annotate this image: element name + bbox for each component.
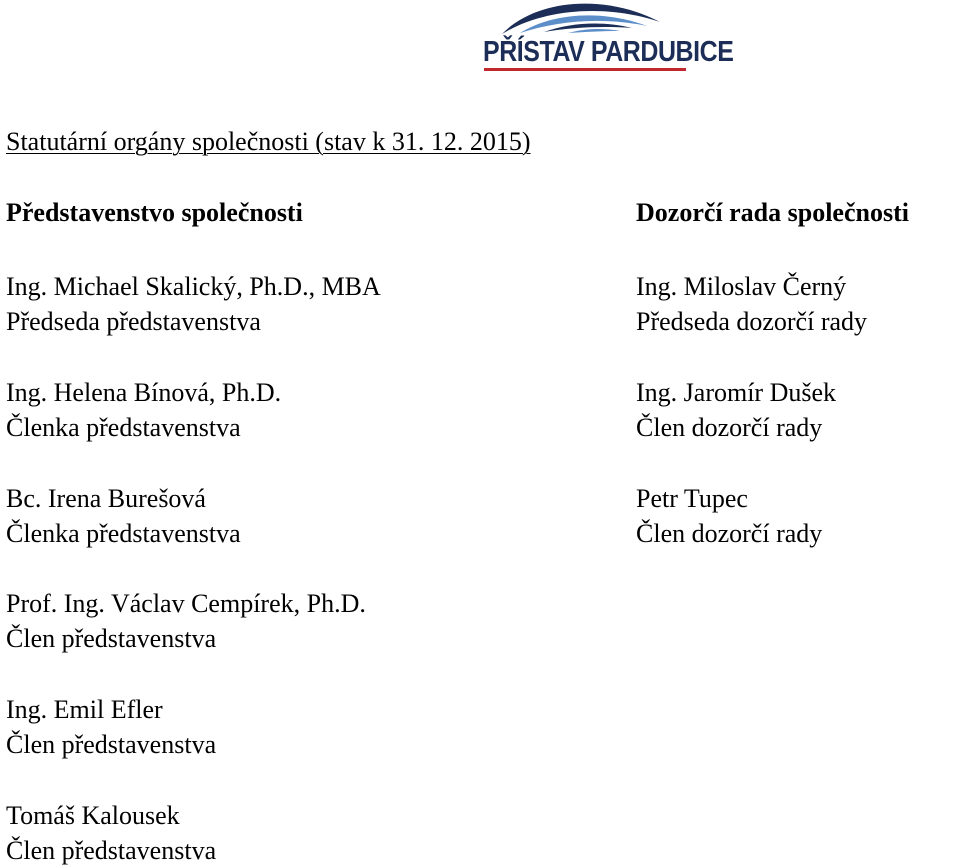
member-role: Člen představenstva xyxy=(6,730,217,759)
member-name: Bc. Irena Burešová xyxy=(6,484,206,513)
member-name: Petr Tupec xyxy=(636,484,748,513)
member-role: Předseda dozorčí rady xyxy=(636,307,868,336)
member-name: Prof. Ing. Václav Cempírek, Ph.D. xyxy=(6,589,366,618)
member-name: Tomáš Kalousek xyxy=(6,801,180,830)
member-role: Předseda představenstva xyxy=(6,307,261,336)
board-title: Představenstvo společnosti xyxy=(6,198,303,227)
logo-text: PŘÍSTAV PARDUBICE xyxy=(483,36,734,68)
board-member xyxy=(6,481,241,551)
board-member xyxy=(6,692,216,762)
member-name: Ing. Helena Bínová, Ph.D. xyxy=(6,378,282,407)
member-role: Člen dozorčí rady xyxy=(636,519,823,548)
board-member xyxy=(6,269,381,339)
member-role: Člen dozorčí rady xyxy=(636,413,823,442)
member-name: Ing. Miloslav Černý xyxy=(636,272,847,301)
member-role: Členka představenstva xyxy=(6,519,241,548)
board-member xyxy=(6,375,281,445)
supervisory-title: Dozorčí rada společnosti xyxy=(636,198,909,227)
page-heading: Statutární orgány společnosti (stav k 31. 12. 2015) xyxy=(6,127,531,156)
board-member xyxy=(6,586,366,656)
board-member xyxy=(6,798,216,868)
member-role: Člen představenstva xyxy=(6,836,217,865)
member-name: Ing. Michael Skalický, Ph.D., MBA xyxy=(6,272,381,301)
supervisory-member xyxy=(636,481,822,551)
member-role: Člen představenstva xyxy=(6,624,217,653)
member-role: Členka představenstva xyxy=(6,413,241,442)
member-name: Ing. Jaromír Dušek xyxy=(636,378,837,407)
supervisory-member xyxy=(636,269,867,339)
member-name: Ing. Emil Efler xyxy=(6,695,163,724)
supervisory-member xyxy=(636,375,836,445)
